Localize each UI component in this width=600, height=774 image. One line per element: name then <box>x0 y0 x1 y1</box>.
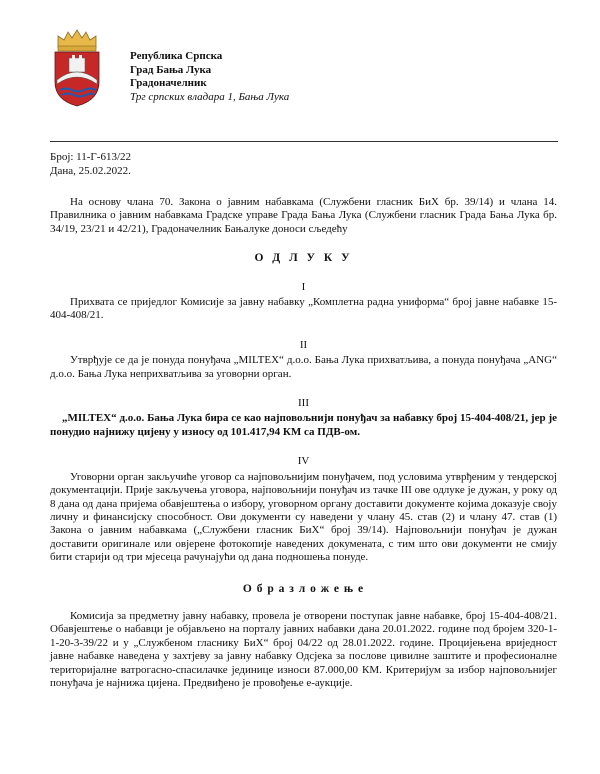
section-numeral: IV <box>297 455 310 468</box>
section-numeral: II <box>299 338 308 351</box>
document-number: Број: 11-Г-613/22 <box>50 151 132 163</box>
document-meta <box>50 151 131 178</box>
city-name: Град Бања Лука <box>130 63 212 76</box>
issuer-header <box>130 50 289 104</box>
reasoning-title: О б р а з л о ж е њ е <box>242 582 365 595</box>
section-numeral: I <box>301 280 306 293</box>
section-numeral: III <box>298 397 309 410</box>
section-text: „MILTEX“ д.о.о. Бања Лука бира се као најповољнији понуђач за набавку број 15-404-408/21, јер је понудио најнижу цијену у износу од 101.417,94 КМ са ПДВ-ом. <box>50 412 557 438</box>
document-date: Дана, 25.02.2022. <box>50 164 131 177</box>
section-text: Прихвата се приједлог Комисије за јавну набавку „Комплетна радна униформа“ број јавне набавке 15-404-408/21. <box>50 296 557 322</box>
entity-name: Република Српска <box>130 50 223 62</box>
office-address: Трг српских владара 1, Бања Лука <box>130 90 290 103</box>
section-text: Уговорни орган закључиће уговор са најповољнијим понуђачем, под условима утврђеним у тендерској документацији. Прије закључења уговора, најповољнији понуђач из тачке III ове одлуке је дужан, у року од 8 дана од дана пријема обавјештења о избору, уговорном органу доставити документе којима доказује своју личну и финансијску способност. Ови документи су наведени у члану 45. став (2) и члану 47. став (1) Закона о јавним набавкама („Службени гласник БиХ“ број 39/14). Најповољнији понуђач је дужан доставити оригинале или овјерене фотокопије наведених докумената, с тим што ови документи не смију бити старији од три мјесеца рачунајући од дана подношења понуде. <box>50 470 557 564</box>
intro-paragraph: На основу члана 70. Закона о јавним набавкама (Службени гласник БиХ бр. 39/14) и члана 14. Правилника о јавним набавкама Градске управе Града Бања Лука (Службени гласник Града Бања Лука бр. 34/19, 23/21 и 42/21), Градоначелник Бањалуке доноси сљедећу <box>50 196 557 235</box>
document-body <box>50 196 557 690</box>
office-name: Градоначелник <box>130 77 207 89</box>
section-text: Утврђује се да је понуда понуђача „MILTEX“ д.о.о. Бања Лука прихватљива, а понуда понуђача „ANG“ д.о.о. Бања Лука неприхватљива за уговорни орган. <box>50 354 557 380</box>
reasoning-paragraph: Комисија за предметну јавну набавку, провела је отворени поступак јавне набавке, број 15-404-408/21. Обавјештење о набавци је објављено на порталу јавних набавки дана 20.01.2022. године под бројем 320-1-1-20-3-39/22 и у „Службеном гласнику БиХ“ број 04/22 од 28.01.2022. године. Процијењена вриједност јавне набавке наведена у захтјеву за јавну набавку Одсјека за послове цивилне заштите и професионалне територијалне ватрогасно-спасилачке јединице износи 87.000,00 КМ. Критеријум за избор најповољнијег понуђача је најнижа цијена. Предвиђено је провођење е-аукције. <box>50 609 557 689</box>
decision-title: О Д Л У К У <box>254 252 353 265</box>
city-coat-of-arms-icon <box>52 28 102 108</box>
header-divider <box>50 141 558 142</box>
